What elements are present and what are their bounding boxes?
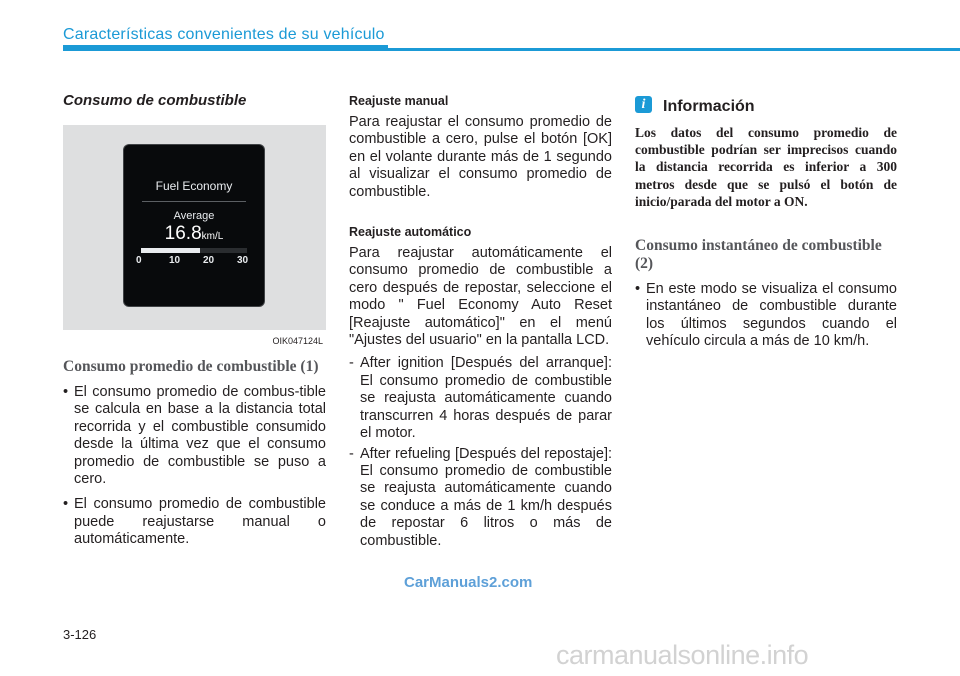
watermark-inline: CarManuals2.com <box>404 574 533 591</box>
info-header <box>635 96 897 118</box>
info-text: Los datos del consumo promedio de combustible podrían ser imprecisos cuando la distancia recorrida es inferior a 300 metros desde que se pulsó el botón de inicio/parada del motor a ON. <box>635 125 897 209</box>
display-bar <box>141 248 247 253</box>
display-bar-fill <box>141 248 200 253</box>
info-icon: i <box>635 96 652 113</box>
watermark-footer: carmanualsonline.info <box>556 640 809 670</box>
display-label: Average <box>173 210 215 222</box>
column-left <box>63 92 326 549</box>
tick-label: 0 <box>136 255 142 266</box>
list-item: - After refueling [Después del repostaje]: El consumo promedio de combustible se reajusta automáticamente cuando se conduce a más de 1 km/h después de repostar 6 litros o más de combustible. <box>349 445 612 549</box>
subsection-title: Consumo promedio de combustible (1) <box>63 358 319 375</box>
manual-reset-title: Reajuste manual <box>349 94 449 108</box>
column-middle <box>349 94 612 550</box>
header-rule <box>63 48 960 51</box>
dash-list <box>349 355 612 549</box>
figure-caption: OIK047124L <box>272 336 323 346</box>
list-item: • En este modo se visualiza el consumo instantáneo de combustible durante los últimos segundos cuando el vehículo circula a más de 10 km/h. <box>635 281 897 350</box>
auto-reset-title: Reajuste automático <box>349 225 472 240</box>
display-ticks <box>136 255 252 267</box>
page-number: 3-126 <box>63 627 97 642</box>
list-item: - After ignition [Después del arranque]: El consumo promedio de combustible se reajusta automáticamente cuando transcurren 4 horas después de parar el motor. <box>349 355 612 442</box>
tick-label: 10 <box>169 255 181 266</box>
list-item: • El consumo promedio de combustible puede reajustarse manual o automáticamente. <box>63 496 326 548</box>
tick-label: 30 <box>237 255 249 266</box>
list-item: • El consumo promedio de combus-tible se calcula en base a la distancia total recorrida y el combustible consumido desde la última vez que el consumo promedio de combustible se puso a cero. <box>63 384 326 488</box>
display-title: Fuel Economy <box>155 179 233 193</box>
column-right <box>635 96 897 351</box>
bullet-list <box>635 281 897 351</box>
auto-reset-text: Para reajustar automáticamente el consumo promedio de combustible a cero después de repostar, seleccione el modo " Fuel Economy Auto Reset [Reajuste automático]" en el menú "Ajustes del usuario" en la pantalla LCD. <box>349 245 612 349</box>
figure-fuel-economy <box>63 125 326 346</box>
info-title: Información <box>663 98 755 115</box>
manual-reset-text: Para reajustar el consumo promedio de combustible a cero, pulse el botón [OK] en el volante durante más de 1 segundo al visualizar el consumo promedio de combustible. <box>349 114 612 200</box>
display-divider <box>142 201 246 202</box>
subsection-title: Consumo instantáneo de combustible (2) <box>635 237 882 273</box>
tick-label: 20 <box>203 255 215 266</box>
section-title: Consumo de combustible <box>63 92 247 109</box>
display-value: 16.8 <box>164 223 202 244</box>
display-unit: km/L <box>201 231 224 242</box>
cluster-display <box>124 145 264 306</box>
header-title: Características convenientes de su vehículo <box>63 26 385 43</box>
display-value-row <box>124 223 264 245</box>
bullet-list <box>63 384 326 549</box>
